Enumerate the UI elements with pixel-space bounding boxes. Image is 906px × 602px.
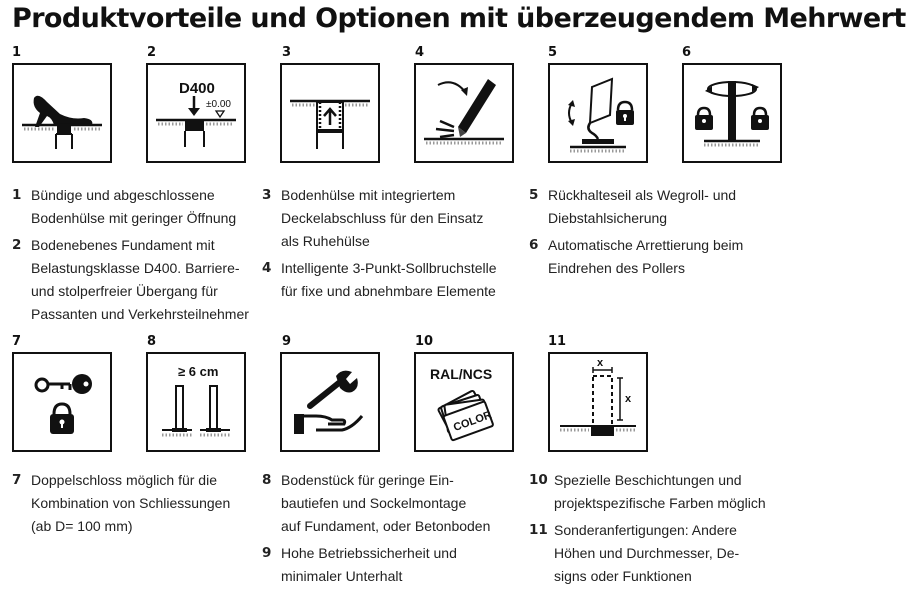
d400-label: D400	[179, 80, 215, 97]
icon-number-4: 4	[415, 45, 425, 60]
custom-dimensions-icon	[550, 354, 646, 450]
icon-number-5: 5	[548, 45, 558, 60]
breaking-point-icon	[416, 65, 512, 161]
icon-box-8	[146, 352, 246, 452]
feature-column-5	[262, 469, 522, 592]
wrench-hand-icon	[282, 354, 378, 450]
icon-number-1: 1	[12, 45, 22, 60]
feature-item-3: 3 Bodenhülse mit integriertem Deckelabschluss für den Einsatz als Ruhehülse	[262, 187, 484, 249]
feature-column-6	[529, 469, 799, 592]
color-swatches-icon	[416, 354, 512, 450]
icon-box-3	[280, 63, 380, 163]
feature-column-2	[262, 184, 522, 307]
icon-box-4	[414, 63, 514, 163]
icon-box-6	[682, 63, 782, 163]
icon-number-11: 11	[548, 334, 567, 349]
x-label-top: x	[597, 357, 604, 369]
page-title: Produktvorteile und Optionen mit überzeugendem Mehrwert	[12, 3, 906, 34]
zero-level-label: ±0.00	[206, 99, 231, 110]
icon-number-9: 9	[282, 334, 292, 349]
x-label-side: x	[625, 393, 632, 405]
feature-item-6: 6 Automatische Arrettierung beim Eindrehen des Pollers	[529, 237, 744, 276]
rotation-lock-icon	[684, 65, 780, 161]
ral-ncs-label: RAL/NCS	[430, 366, 493, 382]
icon-number-2: 2	[147, 45, 157, 60]
feature-column-1	[12, 184, 267, 330]
icon-box-1	[12, 63, 112, 163]
feature-item-8: 8 Bodenstück für geringe Ein- bautiefen und Sockelmontage auf Fundament, oder Betonboden	[262, 472, 491, 534]
icon-number-7: 7	[12, 334, 22, 349]
icon-box-7	[12, 352, 112, 452]
icon-number-6: 6	[682, 45, 692, 60]
feature-item-1: 1 Bündige und abgeschlossene Bodenhülse mit geringer Öffnung	[12, 187, 237, 226]
feature-item-9: 9 Hohe Betriebssicherheit und minimaler Unterhalt	[262, 545, 457, 584]
icon-box-10	[414, 352, 514, 452]
depth-label: ≥ 6 cm	[178, 364, 219, 379]
installation-depth-icon	[148, 354, 244, 450]
icon-box-2	[146, 63, 246, 163]
icon-number-10: 10	[415, 334, 434, 349]
icon-box-9	[280, 352, 380, 452]
feature-item-7: 7 Doppelschloss möglich für die Kombination von Schliessungen (ab D= 100 mm)	[12, 472, 231, 534]
feature-item-11: 11 Sonderanfertigungen: Andere Höhen und Durchmesser, De- signs oder Funktionen	[529, 522, 740, 584]
feature-column-3	[529, 184, 799, 284]
feature-item-2: 2 Bodenebenes Fundament mit Belastungsklasse D400. Barriere- und stolperfreier Übergang für Passanten und Verkehrsteilnehmer	[12, 237, 249, 322]
key-padlock-icon	[14, 354, 110, 450]
ground-sleeve-cap-icon	[282, 65, 378, 161]
shoe-heel-icon	[14, 65, 110, 161]
icon-number-8: 8	[147, 334, 157, 349]
feature-column-4	[12, 469, 252, 542]
icon-number-3: 3	[282, 45, 292, 60]
icon-box-5	[548, 63, 648, 163]
retention-cable-lock-icon	[550, 65, 646, 161]
color-swatch-label: COLOR	[451, 409, 494, 434]
feature-item-4: 4 Intelligente 3-Punkt-Sollbruchstelle für fixe und abnehmbare Elemente	[262, 260, 497, 299]
foundation-d400-icon	[148, 65, 244, 161]
feature-item-10: 10 Spezielle Beschichtungen und projektspezifische Farben möglich	[529, 472, 766, 511]
feature-item-5: 5 Rückhalteseil als Wegroll- und Diebstahlsicherung	[529, 187, 737, 226]
icon-box-11	[548, 352, 648, 452]
